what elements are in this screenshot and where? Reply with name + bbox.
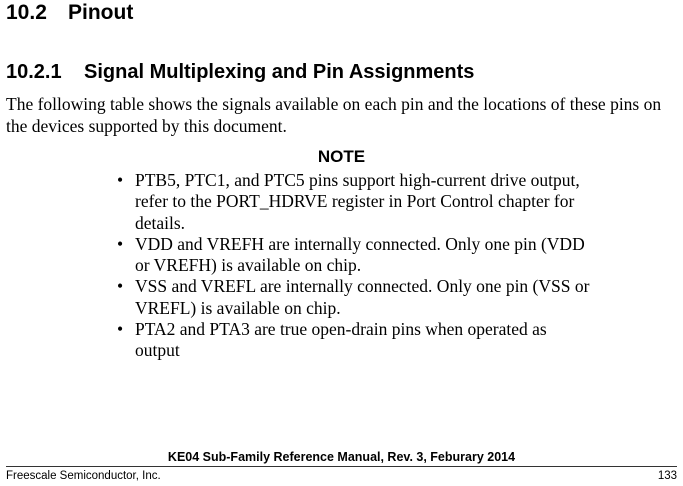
page-number: 133 <box>657 470 677 482</box>
subsection-title: Signal Multiplexing and Pin Assignments <box>84 61 475 83</box>
note-item <box>115 234 595 277</box>
bullet-icon: • <box>117 170 124 190</box>
footer-company: Freescale Semiconductor, Inc. <box>6 470 161 482</box>
note-item-text: PTA2 and PTA3 are true open-drain pins when operated as output <box>135 319 547 361</box>
note-list <box>115 170 595 362</box>
footer-manual-title: KE04 Sub-Family Reference Manual, Rev. 3, Feburary 2014 <box>167 450 516 464</box>
section-heading <box>6 0 133 26</box>
note-title: NOTE <box>317 147 366 166</box>
subsection-heading <box>6 59 474 85</box>
section-number: 10.2 <box>6 1 47 24</box>
note-item <box>115 276 595 319</box>
note-item <box>115 319 595 362</box>
bullet-icon: • <box>117 319 124 340</box>
subsection-number: 10.2.1 <box>6 61 62 83</box>
footer-divider <box>6 466 677 467</box>
note-item-text: VSS and VREFL are internally connected. Only one pin (VSS or VREFL) is available on chip. <box>135 276 590 318</box>
bullet-icon: • <box>117 276 124 297</box>
note-item <box>115 170 595 234</box>
note-item-text: PTB5, PTC1, and PTC5 pins support high-current drive output, refer to the PORT_HDRVE register in Port Control chapter for details. <box>135 170 580 233</box>
note-item-text: VDD and VREFH are internally connected. Only one pin (VDD or VREFH) is available on chip. <box>135 233 585 276</box>
bullet-icon: • <box>117 233 124 254</box>
section-title: Pinout <box>68 1 134 24</box>
intro-paragraph: The following table shows the signals available on each pin and the locations of these pins on the devices supported by this document. <box>6 94 662 136</box>
